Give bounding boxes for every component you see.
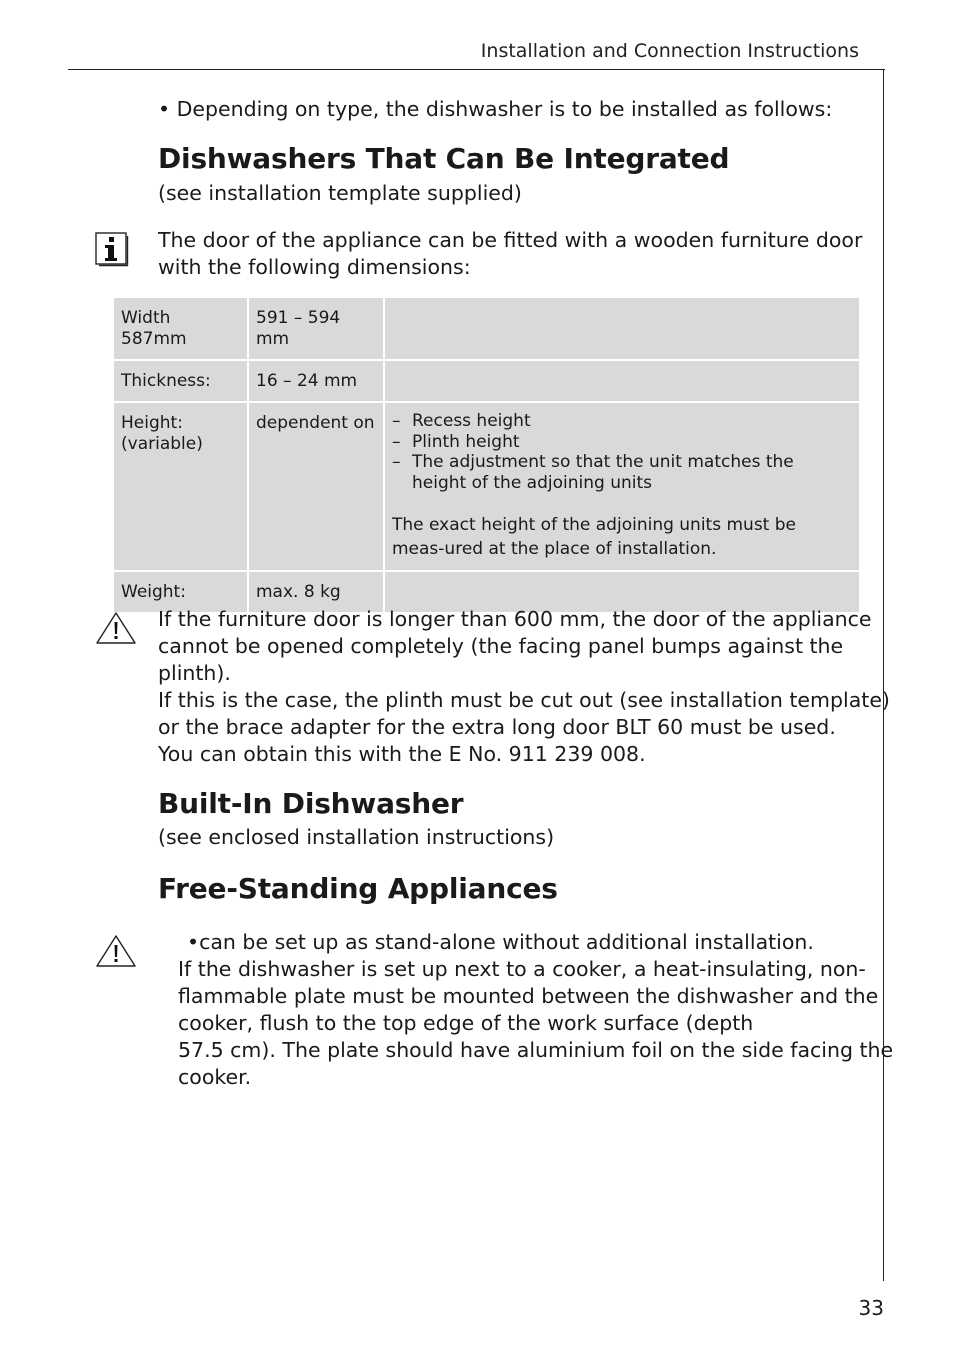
table-cell (385, 403, 859, 570)
height-note: The exact height of the adjoining units must be meas-ured at the place of installation. (392, 515, 796, 559)
table-cell: Width 587mm (114, 298, 249, 359)
warning-line: cannot be opened completely (the facing panel bumps against the (158, 634, 844, 658)
heading-built-in: Built-In Dishwasher (158, 787, 464, 820)
info-text (158, 227, 862, 281)
warning-line: cooker, flush to the top edge of the work surface (depth (178, 1011, 754, 1035)
heading-free-standing: Free-Standing Appliances (158, 872, 558, 905)
table-cell: 16 – 24 mm (249, 361, 385, 401)
info-icon (94, 230, 138, 270)
dimensions-table (114, 296, 859, 614)
warning-line: If the furniture door is longer than 600 mm, the door of the appliance (158, 607, 872, 631)
table-cell (385, 298, 859, 359)
warning-line: flammable plate must be mounted between the dishwasher and the (178, 984, 879, 1008)
list-item: – Recess height (392, 411, 852, 432)
warning-icon (94, 931, 138, 971)
subtext-built-in: (see enclosed installation instructions) (158, 825, 555, 849)
subtext-integrated: (see installation template supplied) (158, 181, 522, 205)
table-cell (114, 403, 249, 570)
height-label-variable: (variable) (121, 434, 203, 454)
table-row (114, 298, 859, 359)
warning-line: If the dishwasher is set up next to a cooker, a heat-insulating, non- (178, 957, 866, 981)
info-line: with the following dimensions: (158, 255, 471, 279)
warning-line: or the brace adapter for the extra long door BLT 60 must be used. (158, 715, 836, 739)
warning-line: 57.5 cm). The plate should have aluminium foil on the side facing the (178, 1038, 894, 1062)
info-line: The door of the appliance can be fitted with a wooden furniture door (158, 228, 863, 252)
header-rule (68, 69, 885, 70)
warning-text-door (158, 606, 890, 768)
list-item: – Plinth height (392, 432, 852, 453)
warning-icon (94, 608, 138, 648)
table-cell: dependent on (249, 403, 385, 570)
warning-line: cooker. (178, 1065, 252, 1089)
table-cell (385, 361, 859, 401)
list-item: – The adjustment so that the unit matches the height of the adjoining units (392, 452, 852, 493)
table-cell: max. 8 kg (249, 572, 385, 612)
table-row (114, 403, 859, 570)
header-title: Installation and Connection Instructions (480, 40, 859, 62)
warning-line: •can be set up as stand-alone without additional installation. (187, 930, 814, 954)
height-factors-list (392, 411, 852, 493)
warning-line: You can obtain this with the E No. 911 239 008. (158, 742, 646, 766)
table-cell: 591 – 594 mm (249, 298, 385, 359)
intro-bullet: • Depending on type, the dishwasher is to be installed as follows: (158, 97, 833, 121)
table-cell: Thickness: (114, 361, 249, 401)
table-cell: Weight: (114, 572, 249, 612)
warning-line: plinth). (158, 661, 231, 685)
table-row (114, 361, 859, 401)
warning-text-free-standing (178, 929, 893, 1091)
page-number: 33 (858, 1296, 884, 1320)
warning-line: If this is the case, the plinth must be cut out (see installation template) (158, 688, 890, 712)
height-label: Height: (121, 413, 183, 433)
heading-integrated: Dishwashers That Can Be Integrated (158, 142, 730, 175)
